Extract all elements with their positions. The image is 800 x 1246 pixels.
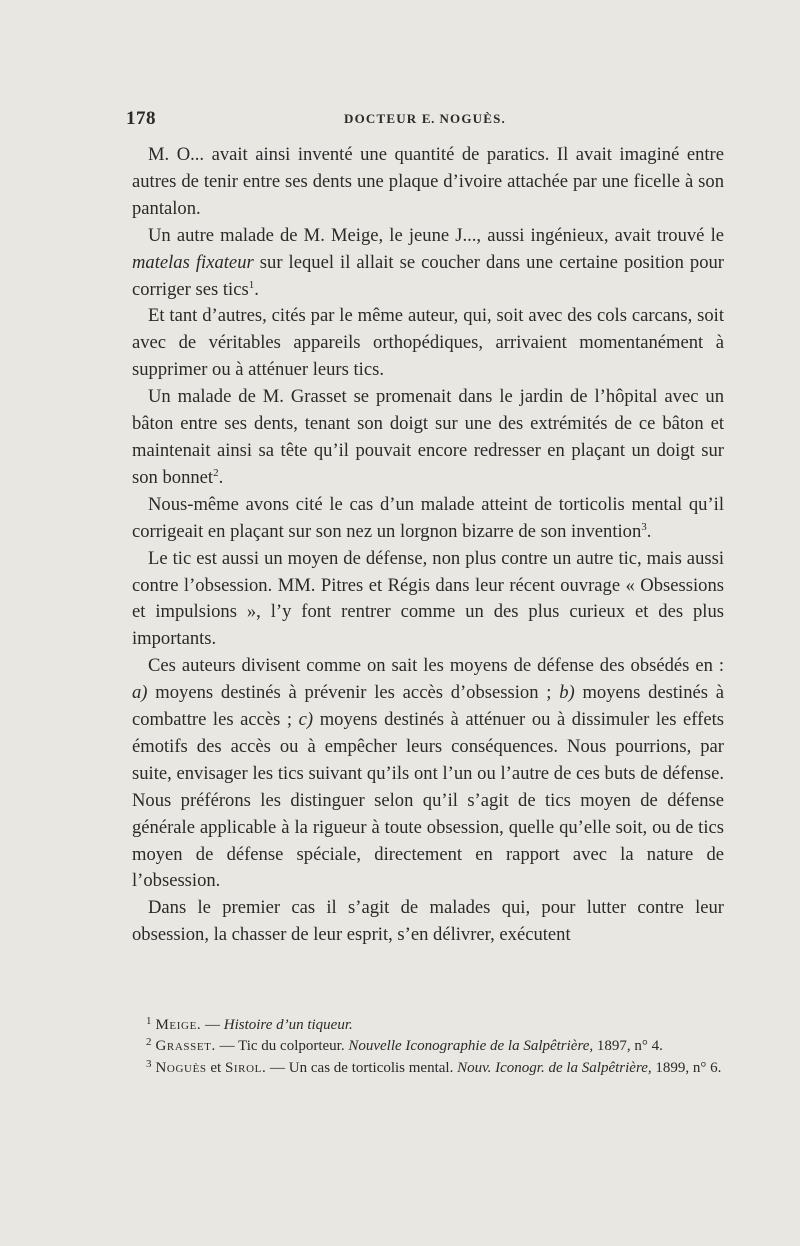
paragraph-7-text-c: moyens destinés à combattre les accès ;	[132, 682, 724, 731]
paragraph-7-label-c: c)	[298, 709, 314, 731]
paragraph-1: M. O... avait ainsi inventé une quantité de paratics. Il avait imaginé entre autres de tenir entre ses dents une plaque d’ivoire attachée par une ficelle à son pantalon.	[132, 144, 724, 219]
footnote-ref-3[interactable]: 3	[641, 520, 647, 533]
footnote-3-dash: — Un cas de torticolis mental.	[266, 1059, 458, 1076]
paragraph-5-text: Nous-même avons cité le cas d’un malade atteint de torticolis mental qu’il corrigeait en plaçant sur son nez un lorgnon bizarre de son invention	[132, 493, 724, 542]
footnote-2-rest: 1897, n° 4.	[593, 1038, 663, 1055]
footnote-ref-1[interactable]: 1	[248, 278, 255, 291]
paragraph-2	[132, 223, 724, 304]
paragraph-8: Dans le premier cas il s’agit de malades qui, pour lutter contre leur obsession, la chasser de leur esprit, s’en délivrer, exécutent	[132, 897, 724, 946]
body-text	[132, 142, 724, 949]
running-title-name: NOGUÈS.	[439, 111, 506, 126]
paragraph-7-text-b: moyens destinés à prévenir les accès d’obsession ;	[147, 682, 560, 704]
footnote-3-number: 3	[146, 1057, 152, 1070]
paragraph-7-label-b: b)	[559, 682, 575, 704]
footnotes	[132, 1015, 724, 1079]
footnote-3-rest: 1899, n° 6.	[651, 1059, 722, 1076]
footnote-2-number: 2	[146, 1036, 152, 1049]
footnote-2	[132, 1036, 724, 1057]
running-title-prefix: DOCTEUR	[343, 111, 418, 126]
paragraph-2-end: .	[254, 278, 259, 300]
paragraph-2-text-a: Un autre malade de M. Meige, le jeune J..., aussi ingénieux, avait trouvé le	[148, 224, 724, 246]
paragraph-5-end: .	[646, 520, 652, 542]
paragraph-4-end: .	[218, 466, 224, 488]
footnote-1-dash: —	[201, 1017, 224, 1033]
page-header	[126, 108, 724, 132]
page-number: 178	[126, 108, 156, 129]
paragraph-3: Et tant d’autres, cités par le même auteur, qui, soit avec des cols carcans, soit avec de véritables appareils orthopédiques, arrivaient momentanément à supprimer ou à atténuer leurs tics.	[132, 305, 724, 381]
paragraph-7-label-a: a)	[132, 682, 148, 704]
paragraph-2-italic: matelas fixateur	[132, 251, 254, 273]
paragraph-6: Le tic est aussi un moyen de défense, non plus contre un autre tic, mais aussi contre l’obsession. MM. Pitres et Régis dans leur récent ouvrage « Obsessions et impulsions », l’y font rentrer comme un des plus curieux et des plus importants.	[132, 547, 724, 650]
footnote-3-author-b: Sirol.	[224, 1059, 267, 1076]
footnote-1-author: Meige.	[155, 1017, 202, 1033]
paragraph-7-text-a: Ces auteurs divisent comme on sait les moyens de défense des obsédés en :	[148, 655, 724, 677]
footnote-2-dash: — Tic du colporteur.	[215, 1038, 349, 1055]
footnote-2-author: Grasset.	[155, 1038, 216, 1055]
footnote-1-number: 1	[146, 1015, 152, 1027]
paragraph-5	[132, 492, 724, 546]
footnote-3-author-a: Noguès	[155, 1059, 207, 1076]
footnote-2-title: Nouvelle Iconographie de la Salpêtrière,	[348, 1038, 594, 1055]
footnote-3-title: Nouv. Iconogr. de la Salpêtrière,	[457, 1059, 652, 1076]
footnote-3	[132, 1058, 724, 1079]
footnote-ref-2[interactable]: 2	[213, 466, 219, 479]
paragraph-4	[132, 384, 724, 492]
paragraph-7	[132, 653, 724, 895]
running-title-initial: E.	[421, 111, 435, 126]
footnote-1-title: Histoire d’un tiqueur.	[223, 1017, 353, 1033]
footnote-1	[132, 1015, 724, 1036]
running-title	[126, 111, 724, 127]
paragraph-4-text: Un malade de M. Grasset se promenait dans le jardin de l’hôpital avec un bâton entre ses dents, tenant son doigt sur une des extrémités de ce bâton et maintenait ainsi sa tête qu’il pouvait encore redresser en plaçant un doigt sur son bonnet	[132, 386, 724, 488]
footnote-3-joiner: et	[206, 1059, 225, 1076]
paragraph-2-text-b: sur lequel il allait se coucher dans une certaine position pour corriger ses tics	[132, 251, 725, 300]
paragraph-7-text-d: moyens destinés à atténuer ou à dissimuler les effets émotifs des accès ou à empêcher leurs conséquences. Nous pourrions, par suite, envisager les tics suivant qu’ils ont l’un ou l’autre de ces buts de défense. Nous préférons les distinguer selon qu’il s’agit de tics moyen de défense générale applicable à la rigueur à toute obsession, quelle qu’elle soit, ou de tics moyen de défense spéciale, directement en rapport avec la nature de l’obsession.	[132, 709, 724, 892]
